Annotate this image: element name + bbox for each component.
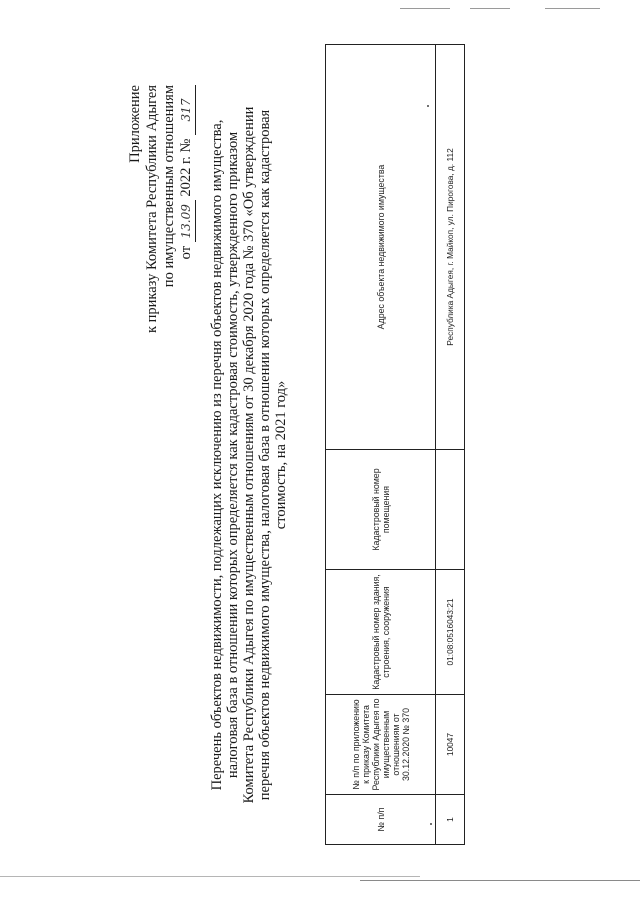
appendix-committee-dept: по имущественным отношениям bbox=[161, 85, 177, 288]
appendix-label: Приложение bbox=[127, 85, 143, 163]
appendix-date-line bbox=[178, 85, 196, 333]
scan-edge-line bbox=[400, 8, 450, 9]
appendix-note bbox=[127, 85, 196, 333]
handwritten-order-number: 317 bbox=[178, 85, 196, 135]
cell-room-cadastral bbox=[436, 450, 465, 570]
cell-building-cadastral: 01:08:0516043:21 bbox=[436, 570, 465, 695]
title-line: налоговая база в отношении которых определяется как кадастровая стоимость, утвержденного приказом bbox=[225, 131, 241, 779]
scan-edge-line bbox=[470, 8, 510, 9]
rotated-document bbox=[127, 45, 455, 845]
cell-appendix-number: 10047 bbox=[436, 695, 465, 795]
cell-address: Республика Адыгея, г. Майкоп, ул. Пирогова, д. 112 bbox=[436, 45, 465, 450]
scan-edge-line bbox=[360, 880, 640, 881]
table-header-row bbox=[326, 45, 436, 845]
property-table bbox=[325, 44, 465, 845]
scan-edge-line bbox=[0, 876, 420, 877]
title-line: перечня объектов недвижимого имущества, налоговая база в отношении которых определяется как кадастровая bbox=[257, 109, 273, 801]
header-appendix-number: № п/п по приложению к приказу Комитета Республики Адыгея по имущественным отношениям от 30.12.2020 № 370 bbox=[326, 695, 436, 795]
header-building-cadastral: Кадастровый номер здания, строения, сооружения bbox=[326, 570, 436, 695]
document-title bbox=[209, 105, 289, 805]
scan-edge-line bbox=[545, 8, 600, 9]
cell-row-number: 1 bbox=[436, 795, 465, 845]
date-prefix: от bbox=[178, 245, 194, 260]
date-year: 2022 г. № bbox=[178, 138, 194, 197]
handwritten-date: 13.09 bbox=[178, 200, 196, 242]
header-address: Адрес объекта недвижимого имущества bbox=[326, 45, 436, 450]
title-line: Перечень объектов недвижимости, подлежащих исключению из перечня объектов недвижимого имущества, bbox=[209, 119, 225, 791]
title-line: Комитета Республики Адыгея по имущественным отношениям от 30 декабря 2020 года № 370 «Об утверждении bbox=[241, 106, 257, 804]
table-row bbox=[436, 45, 465, 845]
header-row-number: № п/п bbox=[326, 795, 436, 845]
appendix-order-ref: к приказу Комитета Республики Адыгея bbox=[144, 85, 160, 334]
header-room-cadastral: Кадастровый номер помещения bbox=[326, 450, 436, 570]
title-line: стоимость, на 2021 год» bbox=[273, 380, 289, 530]
